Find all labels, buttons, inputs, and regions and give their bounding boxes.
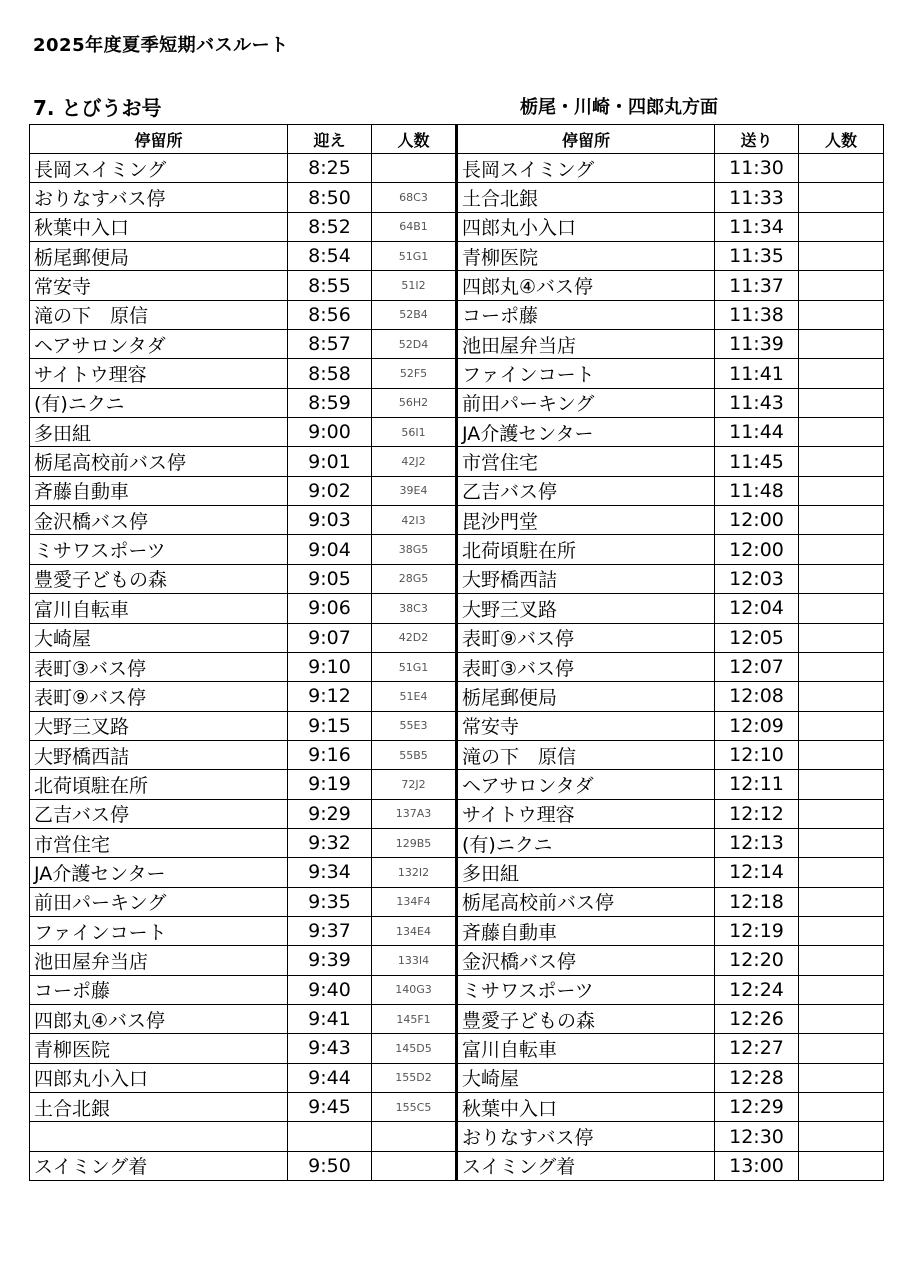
pickup-time-cell: 9:34 <box>288 858 372 887</box>
pickup-stop-cell: 大野三叉路 <box>30 711 288 740</box>
dropoff-count-cell <box>799 682 884 711</box>
dropoff-stop-cell: 表町③バス停 <box>457 652 715 681</box>
table-row <box>30 740 884 769</box>
pickup-stop-cell: 青柳医院 <box>30 1034 288 1063</box>
table-row <box>30 858 884 887</box>
table-row <box>30 418 884 447</box>
table-row <box>30 828 884 857</box>
dropoff-count-cell <box>799 1034 884 1063</box>
dropoff-stop-cell: 秋葉中入口 <box>457 1093 715 1122</box>
dropoff-stop-cell: 市営住宅 <box>457 447 715 476</box>
dropoff-stop-cell: 大崎屋 <box>457 1063 715 1092</box>
pickup-time-cell: 8:52 <box>288 212 372 241</box>
header-pickup-stop: 停留所 <box>30 125 288 154</box>
pickup-stop-cell: 秋葉中入口 <box>30 212 288 241</box>
table-row <box>30 271 884 300</box>
page-title: 2025年度夏季短期バスルート <box>33 35 289 56</box>
pickup-stop-cell: 市営住宅 <box>30 828 288 857</box>
pickup-stop-cell: 富川自転車 <box>30 594 288 623</box>
dropoff-stop-cell: ファインコート <box>457 359 715 388</box>
dropoff-count-cell <box>799 594 884 623</box>
dropoff-time-cell: 11:39 <box>715 330 799 359</box>
pickup-count-cell: 132I2 <box>372 858 457 887</box>
table-row <box>30 388 884 417</box>
table-row <box>30 1151 884 1180</box>
table-row <box>30 242 884 271</box>
dropoff-count-cell <box>799 535 884 564</box>
pickup-stop-cell: JA介護センター <box>30 858 288 887</box>
pickup-time-cell: 9:10 <box>288 652 372 681</box>
dropoff-stop-cell: 四郎丸④バス停 <box>457 271 715 300</box>
header-dropoff-time: 送り <box>715 125 799 154</box>
pickup-stop-cell: 表町⑨バス停 <box>30 682 288 711</box>
table-row <box>30 1034 884 1063</box>
dropoff-time-cell: 12:04 <box>715 594 799 623</box>
dropoff-stop-cell: ヘアサロンタダ <box>457 770 715 799</box>
pickup-time-cell: 9:03 <box>288 506 372 535</box>
pickup-stop-cell: 池田屋弁当店 <box>30 946 288 975</box>
pickup-time-cell: 9:06 <box>288 594 372 623</box>
table-row <box>30 887 884 916</box>
pickup-stop-cell: ヘアサロンタダ <box>30 330 288 359</box>
dropoff-count-cell <box>799 300 884 329</box>
pickup-stop-cell: 滝の下 原信 <box>30 300 288 329</box>
pickup-time-cell: 8:54 <box>288 242 372 271</box>
table-row <box>30 1093 884 1122</box>
pickup-time-cell: 9:19 <box>288 770 372 799</box>
table-row <box>30 447 884 476</box>
pickup-stop-cell: 栃尾高校前バス停 <box>30 447 288 476</box>
pickup-count-cell: 28G5 <box>372 564 457 593</box>
dropoff-stop-cell: 栃尾郵便局 <box>457 682 715 711</box>
dropoff-count-cell <box>799 271 884 300</box>
pickup-stop-cell: 四郎丸小入口 <box>30 1063 288 1092</box>
table-row <box>30 476 884 505</box>
pickup-stop-cell: 前田パーキング <box>30 887 288 916</box>
dropoff-stop-cell: 表町⑨バス停 <box>457 623 715 652</box>
pickup-time-cell: 8:25 <box>288 154 372 183</box>
pickup-time-cell: 9:39 <box>288 946 372 975</box>
dropoff-time-cell: 11:43 <box>715 388 799 417</box>
pickup-time-cell: 8:50 <box>288 183 372 212</box>
table-row <box>30 1122 884 1151</box>
pickup-count-cell: 55E3 <box>372 711 457 740</box>
dropoff-count-cell <box>799 447 884 476</box>
pickup-stop-cell: ファインコート <box>30 916 288 945</box>
pickup-count-cell: 52B4 <box>372 300 457 329</box>
pickup-stop-cell: 乙吉バス停 <box>30 799 288 828</box>
pickup-count-cell: 134E4 <box>372 916 457 945</box>
header-pickup-time: 迎え <box>288 125 372 154</box>
dropoff-stop-cell: 毘沙門堂 <box>457 506 715 535</box>
pickup-count-cell: 52F5 <box>372 359 457 388</box>
table-row <box>30 183 884 212</box>
table-row <box>30 300 884 329</box>
pickup-time-cell: 9:44 <box>288 1063 372 1092</box>
table-row <box>30 946 884 975</box>
dropoff-stop-cell: 金沢橋バス停 <box>457 946 715 975</box>
pickup-stop-cell: コーポ藤 <box>30 975 288 1004</box>
dropoff-time-cell: 12:14 <box>715 858 799 887</box>
dropoff-count-cell <box>799 711 884 740</box>
table-row <box>30 535 884 564</box>
dropoff-count-cell <box>799 330 884 359</box>
dropoff-count-cell <box>799 623 884 652</box>
pickup-count-cell: 51G1 <box>372 242 457 271</box>
pickup-time-cell: 8:58 <box>288 359 372 388</box>
dropoff-stop-cell: 前田パーキング <box>457 388 715 417</box>
header-dropoff-count: 人数 <box>799 125 884 154</box>
pickup-count-cell: 38C3 <box>372 594 457 623</box>
dropoff-time-cell: 12:30 <box>715 1122 799 1151</box>
pickup-count-cell <box>372 1122 457 1151</box>
dropoff-stop-cell: コーポ藤 <box>457 300 715 329</box>
pickup-time-cell: 9:40 <box>288 975 372 1004</box>
dropoff-count-cell <box>799 916 884 945</box>
dropoff-stop-cell: おりなすバス停 <box>457 1122 715 1151</box>
dropoff-time-cell: 12:05 <box>715 623 799 652</box>
dropoff-stop-cell: 長岡スイミング <box>457 154 715 183</box>
table-row <box>30 770 884 799</box>
dropoff-time-cell: 12:13 <box>715 828 799 857</box>
dropoff-stop-cell: 四郎丸小入口 <box>457 212 715 241</box>
dropoff-time-cell: 12:27 <box>715 1034 799 1063</box>
dropoff-count-cell <box>799 506 884 535</box>
pickup-time-cell: 9:45 <box>288 1093 372 1122</box>
dropoff-time-cell: 12:18 <box>715 887 799 916</box>
table-row <box>30 1063 884 1092</box>
pickup-count-cell: 56I1 <box>372 418 457 447</box>
dropoff-time-cell: 12:11 <box>715 770 799 799</box>
table-row <box>30 916 884 945</box>
dropoff-stop-cell: 大野橋西詰 <box>457 564 715 593</box>
pickup-count-cell: 155D2 <box>372 1063 457 1092</box>
dropoff-time-cell: 12:00 <box>715 535 799 564</box>
pickup-stop-cell: スイミング着 <box>30 1151 288 1180</box>
pickup-time-cell: 8:57 <box>288 330 372 359</box>
pickup-count-cell: 51G1 <box>372 652 457 681</box>
pickup-stop-cell: 大野橋西詰 <box>30 740 288 769</box>
pickup-count-cell: 72J2 <box>372 770 457 799</box>
table-row <box>30 799 884 828</box>
dropoff-time-cell: 11:34 <box>715 212 799 241</box>
dropoff-time-cell: 12:26 <box>715 1004 799 1033</box>
pickup-time-cell: 9:12 <box>288 682 372 711</box>
table-row <box>30 652 884 681</box>
pickup-time-cell: 9:04 <box>288 535 372 564</box>
pickup-count-cell: 137A3 <box>372 799 457 828</box>
pickup-stop-cell: 大崎屋 <box>30 623 288 652</box>
route-direction: 栃尾・川崎・四郎丸方面 <box>520 97 718 118</box>
pickup-count-cell: 42I3 <box>372 506 457 535</box>
dropoff-count-cell <box>799 1093 884 1122</box>
dropoff-time-cell: 12:24 <box>715 975 799 1004</box>
dropoff-time-cell: 11:37 <box>715 271 799 300</box>
pickup-time-cell: 9:05 <box>288 564 372 593</box>
dropoff-count-cell <box>799 975 884 1004</box>
pickup-time-cell: 9:07 <box>288 623 372 652</box>
dropoff-time-cell: 11:38 <box>715 300 799 329</box>
pickup-stop-cell: ミサワスポーツ <box>30 535 288 564</box>
pickup-count-cell <box>372 1151 457 1180</box>
dropoff-time-cell: 12:09 <box>715 711 799 740</box>
dropoff-time-cell: 12:07 <box>715 652 799 681</box>
dropoff-time-cell: 12:29 <box>715 1093 799 1122</box>
table-row <box>30 1004 884 1033</box>
dropoff-count-cell <box>799 1151 884 1180</box>
dropoff-count-cell <box>799 1122 884 1151</box>
pickup-count-cell: 155C5 <box>372 1093 457 1122</box>
dropoff-count-cell <box>799 418 884 447</box>
pickup-count-cell: 140G3 <box>372 975 457 1004</box>
dropoff-count-cell <box>799 740 884 769</box>
pickup-stop-cell: 金沢橋バス停 <box>30 506 288 535</box>
dropoff-count-cell <box>799 946 884 975</box>
dropoff-time-cell: 11:41 <box>715 359 799 388</box>
table-row <box>30 594 884 623</box>
pickup-time-cell: 9:41 <box>288 1004 372 1033</box>
dropoff-count-cell <box>799 1063 884 1092</box>
pickup-time-cell: 9:02 <box>288 476 372 505</box>
pickup-stop-cell: おりなすバス停 <box>30 183 288 212</box>
table-row <box>30 506 884 535</box>
dropoff-stop-cell: 乙吉バス停 <box>457 476 715 505</box>
dropoff-stop-cell: 常安寺 <box>457 711 715 740</box>
table-row <box>30 711 884 740</box>
table-row <box>30 564 884 593</box>
pickup-stop-cell: 豊愛子どもの森 <box>30 564 288 593</box>
pickup-stop-cell: 常安寺 <box>30 271 288 300</box>
pickup-time-cell: 8:59 <box>288 388 372 417</box>
dropoff-stop-cell: 池田屋弁当店 <box>457 330 715 359</box>
table-row <box>30 975 884 1004</box>
dropoff-time-cell: 12:03 <box>715 564 799 593</box>
dropoff-count-cell <box>799 770 884 799</box>
dropoff-count-cell <box>799 212 884 241</box>
pickup-count-cell: 64B1 <box>372 212 457 241</box>
pickup-count-cell: 51E4 <box>372 682 457 711</box>
dropoff-count-cell <box>799 828 884 857</box>
pickup-stop-cell: 栃尾郵便局 <box>30 242 288 271</box>
pickup-stop-cell <box>30 1122 288 1151</box>
pickup-time-cell: 9:29 <box>288 799 372 828</box>
dropoff-time-cell: 12:08 <box>715 682 799 711</box>
table-row <box>30 682 884 711</box>
pickup-time-cell: 9:50 <box>288 1151 372 1180</box>
bus-schedule-table <box>29 124 884 1181</box>
table-row <box>30 330 884 359</box>
pickup-count-cell: 56H2 <box>372 388 457 417</box>
pickup-time-cell: 9:16 <box>288 740 372 769</box>
pickup-time-cell: 9:01 <box>288 447 372 476</box>
dropoff-time-cell: 11:35 <box>715 242 799 271</box>
pickup-time-cell: 9:37 <box>288 916 372 945</box>
pickup-stop-cell: 北荷頃駐在所 <box>30 770 288 799</box>
dropoff-stop-cell: スイミング着 <box>457 1151 715 1180</box>
pickup-stop-cell: 斉藤自動車 <box>30 476 288 505</box>
dropoff-stop-cell: 富川自転車 <box>457 1034 715 1063</box>
dropoff-count-cell <box>799 476 884 505</box>
dropoff-count-cell <box>799 1004 884 1033</box>
dropoff-count-cell <box>799 887 884 916</box>
dropoff-stop-cell: JA介護センター <box>457 418 715 447</box>
table-row <box>30 359 884 388</box>
pickup-count-cell: 68C3 <box>372 183 457 212</box>
dropoff-stop-cell: 栃尾高校前バス停 <box>457 887 715 916</box>
table-row <box>30 212 884 241</box>
pickup-count-cell: 51I2 <box>372 271 457 300</box>
dropoff-stop-cell: 滝の下 原信 <box>457 740 715 769</box>
dropoff-stop-cell: 土合北銀 <box>457 183 715 212</box>
dropoff-time-cell: 12:20 <box>715 946 799 975</box>
pickup-time-cell: 9:00 <box>288 418 372 447</box>
pickup-stop-cell: サイトウ理容 <box>30 359 288 388</box>
pickup-stop-cell: 多田組 <box>30 418 288 447</box>
table-row <box>30 154 884 183</box>
dropoff-time-cell: 11:30 <box>715 154 799 183</box>
dropoff-stop-cell: 大野三叉路 <box>457 594 715 623</box>
pickup-count-cell: 38G5 <box>372 535 457 564</box>
table-row <box>30 623 884 652</box>
pickup-stop-cell: 四郎丸④バス停 <box>30 1004 288 1033</box>
dropoff-time-cell: 12:00 <box>715 506 799 535</box>
dropoff-stop-cell: サイトウ理容 <box>457 799 715 828</box>
dropoff-count-cell <box>799 359 884 388</box>
pickup-count-cell: 55B5 <box>372 740 457 769</box>
pickup-count-cell: 42D2 <box>372 623 457 652</box>
dropoff-count-cell <box>799 858 884 887</box>
pickup-time-cell: 9:15 <box>288 711 372 740</box>
header-dropoff-stop: 停留所 <box>457 125 715 154</box>
pickup-count-cell: 39E4 <box>372 476 457 505</box>
dropoff-count-cell <box>799 652 884 681</box>
dropoff-time-cell: 11:44 <box>715 418 799 447</box>
pickup-count-cell <box>372 154 457 183</box>
pickup-time-cell: 9:32 <box>288 828 372 857</box>
dropoff-stop-cell: (有)ニクニ <box>457 828 715 857</box>
pickup-count-cell: 145F1 <box>372 1004 457 1033</box>
dropoff-stop-cell: ミサワスポーツ <box>457 975 715 1004</box>
dropoff-count-cell <box>799 799 884 828</box>
dropoff-time-cell: 12:28 <box>715 1063 799 1092</box>
pickup-time-cell: 9:43 <box>288 1034 372 1063</box>
dropoff-time-cell: 12:10 <box>715 740 799 769</box>
dropoff-time-cell: 11:45 <box>715 447 799 476</box>
dropoff-time-cell: 11:48 <box>715 476 799 505</box>
pickup-count-cell: 133I4 <box>372 946 457 975</box>
dropoff-time-cell: 11:33 <box>715 183 799 212</box>
pickup-stop-cell: 表町③バス停 <box>30 652 288 681</box>
pickup-count-cell: 42J2 <box>372 447 457 476</box>
dropoff-stop-cell: 斉藤自動車 <box>457 916 715 945</box>
pickup-count-cell: 52D4 <box>372 330 457 359</box>
dropoff-stop-cell: 豊愛子どもの森 <box>457 1004 715 1033</box>
pickup-time-cell <box>288 1122 372 1151</box>
dropoff-stop-cell: 多田組 <box>457 858 715 887</box>
dropoff-count-cell <box>799 388 884 417</box>
dropoff-stop-cell: 青柳医院 <box>457 242 715 271</box>
dropoff-count-cell <box>799 242 884 271</box>
pickup-stop-cell: 土合北銀 <box>30 1093 288 1122</box>
route-name: 7. とびうお号 <box>33 96 162 120</box>
dropoff-count-cell <box>799 154 884 183</box>
dropoff-time-cell: 12:12 <box>715 799 799 828</box>
pickup-count-cell: 129B5 <box>372 828 457 857</box>
pickup-count-cell: 134F4 <box>372 887 457 916</box>
dropoff-time-cell: 13:00 <box>715 1151 799 1180</box>
pickup-time-cell: 8:55 <box>288 271 372 300</box>
dropoff-count-cell <box>799 564 884 593</box>
pickup-count-cell: 145D5 <box>372 1034 457 1063</box>
pickup-time-cell: 9:35 <box>288 887 372 916</box>
pickup-stop-cell: 長岡スイミング <box>30 154 288 183</box>
dropoff-stop-cell: 北荷頃駐在所 <box>457 535 715 564</box>
pickup-time-cell: 8:56 <box>288 300 372 329</box>
pickup-stop-cell: (有)ニクニ <box>30 388 288 417</box>
dropoff-count-cell <box>799 183 884 212</box>
dropoff-time-cell: 12:19 <box>715 916 799 945</box>
table-header-row <box>30 125 884 154</box>
header-pickup-count: 人数 <box>372 125 457 154</box>
